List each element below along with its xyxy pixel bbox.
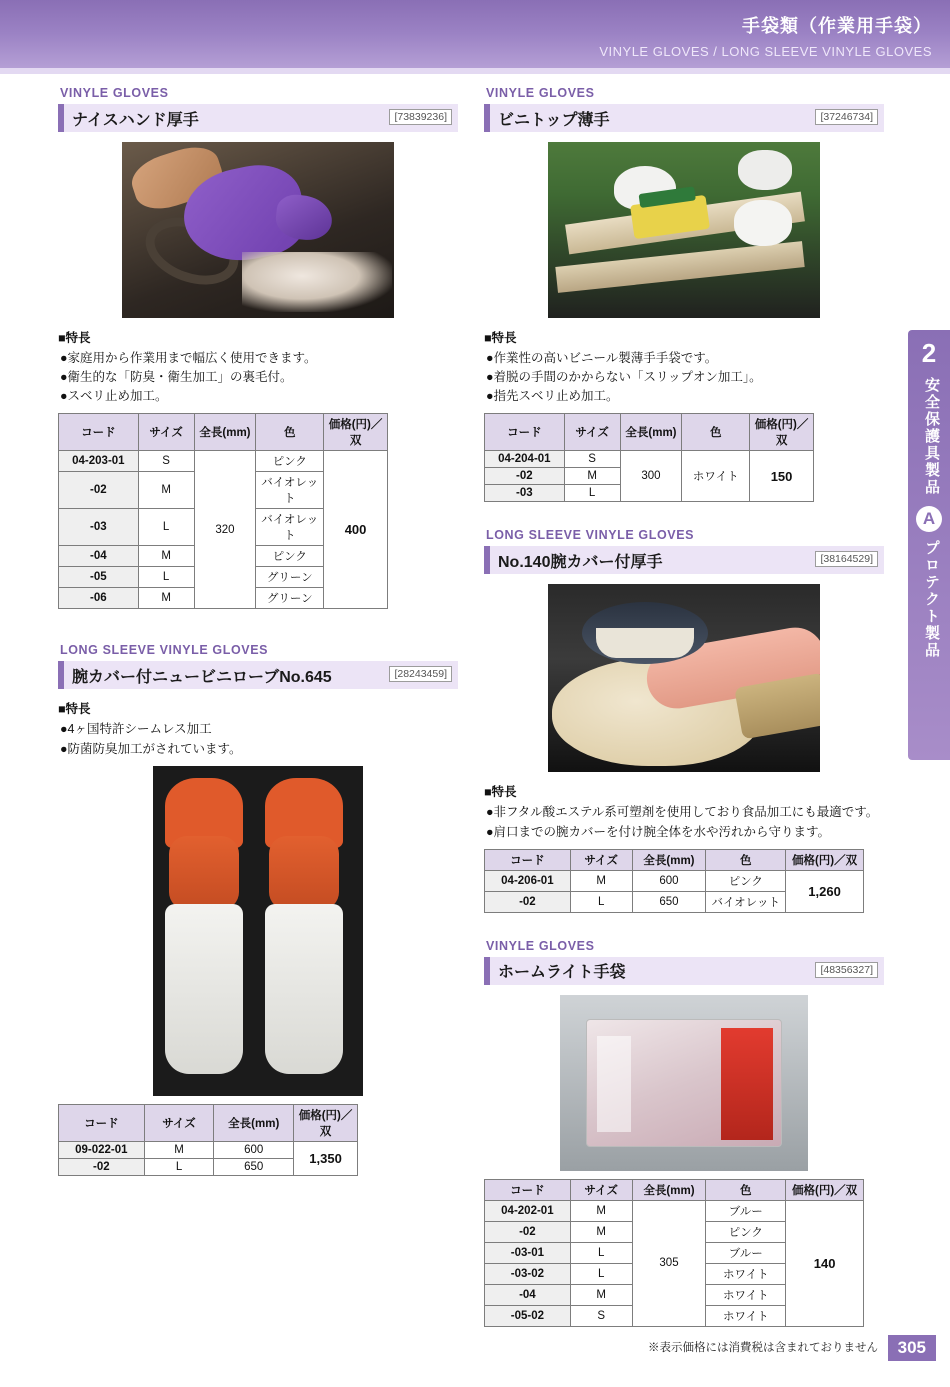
- cell-size: L: [570, 1242, 632, 1263]
- cell-color: グリーン: [256, 567, 324, 588]
- product-photo-no140: [548, 584, 820, 772]
- cell-color: ホワイト: [706, 1305, 786, 1326]
- cell-code: -06: [59, 588, 139, 609]
- table-row: [59, 1141, 358, 1158]
- product-section-vinitop: [484, 86, 884, 502]
- section-titlebar: [58, 104, 458, 132]
- page-header: [0, 0, 950, 74]
- product-photo-vinitop: [548, 142, 820, 318]
- side-tab-label: 安全保護具製品: [923, 377, 940, 496]
- cell-color: ブルー: [706, 1200, 786, 1221]
- cell-code: -02: [485, 468, 565, 485]
- cell-color: バイオレット: [256, 472, 324, 509]
- cell-size: L: [144, 1158, 214, 1175]
- feature-item: ●スベリ止め加工。: [60, 389, 168, 404]
- cell-size: L: [570, 891, 632, 912]
- features-heading: ■特長: [484, 331, 517, 345]
- cell-code: -04: [59, 546, 139, 567]
- table-header-row: [485, 1179, 864, 1200]
- product-photo-no645: [153, 766, 363, 1096]
- tax-note: ※表示価格には消費税は含まれておりません: [648, 1342, 878, 1354]
- cell-size: M: [138, 546, 194, 567]
- cell-color: ブルー: [706, 1242, 786, 1263]
- table-header-row: [485, 414, 814, 451]
- cell-size: M: [570, 1221, 632, 1242]
- cell-length: 300: [620, 451, 682, 502]
- product-section-nicehand: [58, 86, 458, 609]
- cell-size: L: [138, 567, 194, 588]
- cell-size: M: [138, 472, 194, 509]
- cell-size: L: [138, 509, 194, 546]
- feature-item: ●肩口までの腕カバーを付け腕全体を水や汚れから守ります。: [486, 824, 831, 839]
- col-length: 全長(mm): [620, 414, 682, 451]
- section-title: ビニトップ薄手: [498, 111, 610, 129]
- side-tab-circle-letter: A: [916, 506, 942, 532]
- features-list: [486, 349, 884, 405]
- section-item-code: [48356327]: [815, 962, 878, 978]
- col-size: サイズ: [144, 1104, 214, 1141]
- cell-color: バイオレット: [256, 509, 324, 546]
- cell-code: -02: [485, 1221, 571, 1242]
- cell-length: 305: [632, 1200, 706, 1326]
- cell-code: -03-02: [485, 1263, 571, 1284]
- cell-size: M: [564, 468, 620, 485]
- section-eyebrow: LONG SLEEVE VINYLE GLOVES: [60, 643, 269, 658]
- col-color: 色: [706, 1179, 786, 1200]
- col-color: 色: [682, 414, 750, 451]
- section-eyebrow: VINYLE GLOVES: [60, 86, 169, 100]
- cell-color: グリーン: [256, 588, 324, 609]
- col-length: 全長(mm): [632, 849, 706, 870]
- features-list: [486, 803, 884, 840]
- col-color: 色: [706, 849, 786, 870]
- header-title: 手袋類（作業用手袋）: [742, 16, 932, 36]
- cell-color: ピンク: [706, 1221, 786, 1242]
- col-code: コード: [485, 414, 565, 451]
- cell-size: L: [564, 485, 620, 502]
- cell-code: -02: [485, 891, 571, 912]
- cell-price: 1,350: [294, 1141, 358, 1175]
- col-length: 全長(mm): [214, 1104, 294, 1141]
- cell-length: 600: [214, 1141, 294, 1158]
- feature-item: ●指先スベリ止め加工。: [486, 389, 619, 404]
- cell-size: M: [570, 1284, 632, 1305]
- section-title: ホームライト手袋: [498, 964, 626, 982]
- cell-code: -03-01: [485, 1242, 571, 1263]
- cell-size: M: [138, 588, 194, 609]
- product-section-no645: [58, 643, 458, 1175]
- section-eyebrow: LONG SLEEVE VINYLE GLOVES: [486, 528, 695, 543]
- side-tab-number: 2: [921, 338, 937, 368]
- col-code: コード: [485, 1179, 571, 1200]
- cell-color: ピンク: [256, 451, 324, 472]
- spec-table-no645: [58, 1104, 358, 1176]
- cell-size: S: [564, 451, 620, 468]
- spec-table-no140: [484, 849, 864, 913]
- cell-size: S: [138, 451, 194, 472]
- product-photo-homelight: [560, 995, 808, 1171]
- cell-code: 04-204-01: [485, 451, 565, 468]
- cell-color: ホワイト: [706, 1263, 786, 1284]
- table-header-row: [59, 1104, 358, 1141]
- feature-item: ●着脱の手間のかからない「スリップオン加工」。: [486, 370, 762, 385]
- section-item-code: [38164529]: [815, 551, 878, 567]
- cell-size: M: [570, 1200, 632, 1221]
- cell-color: ピンク: [256, 546, 324, 567]
- table-header-row: [485, 849, 864, 870]
- cell-color: ホワイト: [706, 1284, 786, 1305]
- section-item-code: [73839236]: [389, 109, 452, 125]
- section-titlebar: [58, 661, 458, 689]
- col-color: 色: [256, 414, 324, 451]
- cell-size: M: [144, 1141, 214, 1158]
- col-price: 価格(円)／双: [786, 849, 864, 870]
- cell-price: 150: [750, 451, 814, 502]
- cell-code: 04-202-01: [485, 1200, 571, 1221]
- col-price: 価格(円)／双: [750, 414, 814, 451]
- header-rule: [0, 68, 950, 74]
- page-number: 305: [888, 1335, 936, 1361]
- table-row: [485, 870, 864, 891]
- features-list: [60, 720, 458, 757]
- features-heading: ■特長: [484, 785, 517, 800]
- product-photo-nicehand: [122, 142, 394, 318]
- cell-code: -04: [485, 1284, 571, 1305]
- feature-item: ●防菌防臭加工がされています。: [60, 741, 242, 756]
- cell-size: L: [570, 1263, 632, 1284]
- cell-price: 140: [786, 1200, 864, 1326]
- features-heading: ■特長: [58, 331, 91, 345]
- section-title: ナイスハンド厚手: [72, 111, 199, 129]
- features-heading: ■特長: [58, 702, 91, 717]
- col-code: コード: [485, 849, 571, 870]
- section-title: 腕カバー付ニュービニローブNo.645: [72, 668, 332, 686]
- col-code: コード: [59, 414, 139, 451]
- col-price: 価格(円)／双: [294, 1104, 358, 1141]
- cell-code: -03: [59, 509, 139, 546]
- table-row: [485, 451, 814, 468]
- cell-length: 320: [194, 451, 256, 609]
- feature-item: ●衛生的な「防臭・衛生加工」の裏毛付。: [60, 370, 293, 385]
- product-section-homelight: [484, 939, 884, 1327]
- section-item-code: [28243459]: [389, 666, 452, 682]
- cell-length: 650: [632, 891, 706, 912]
- col-price: 価格(円)／双: [786, 1179, 864, 1200]
- cell-code: -02: [59, 472, 139, 509]
- cell-code: -05-02: [485, 1305, 571, 1326]
- col-code: コード: [59, 1104, 145, 1141]
- feature-item: ●非フタル酸エステル系可塑剤を使用しており食品加工にも最適です。: [486, 805, 879, 820]
- feature-item: ●4ヶ国特許シームレス加工: [60, 722, 212, 737]
- cell-code: 04-203-01: [59, 451, 139, 472]
- section-titlebar: [484, 104, 884, 132]
- feature-item: ●家庭用から作業用まで幅広く使用できます。: [60, 351, 317, 365]
- section-side-tab: [908, 330, 950, 760]
- cell-size: M: [570, 870, 632, 891]
- cell-price: 400: [324, 451, 388, 609]
- cell-code: 09-022-01: [59, 1141, 145, 1158]
- cell-code: -05: [59, 567, 139, 588]
- col-price: 価格(円)／双: [324, 414, 388, 451]
- side-tab-label-2: プロテクト製品: [923, 540, 940, 659]
- header-subtitle: VINYLE GLOVES / LONG SLEEVE VINYLE GLOVES: [599, 44, 932, 59]
- section-titlebar: [484, 546, 884, 574]
- spec-table-nicehand: [58, 413, 388, 609]
- features-list: [60, 349, 458, 405]
- col-size: サイズ: [564, 414, 620, 451]
- table-row: [485, 1200, 864, 1221]
- col-size: サイズ: [570, 1179, 632, 1200]
- left-column: [58, 86, 458, 1176]
- col-size: サイズ: [570, 849, 632, 870]
- cell-color: ピンク: [706, 870, 786, 891]
- section-item-code: [37246734]: [815, 109, 878, 125]
- section-titlebar: [484, 957, 884, 985]
- spec-table-homelight: [484, 1179, 864, 1327]
- cell-code: -02: [59, 1158, 145, 1175]
- section-title: No.140腕カバー付厚手: [498, 553, 663, 571]
- table-row: [59, 451, 388, 472]
- right-column: [484, 86, 884, 1327]
- cell-color: バイオレット: [706, 891, 786, 912]
- col-size: サイズ: [138, 414, 194, 451]
- cell-length: 650: [214, 1158, 294, 1175]
- section-eyebrow: VINYLE GLOVES: [486, 938, 595, 953]
- col-length: 全長(mm): [632, 1179, 706, 1200]
- product-section-no140: [484, 528, 884, 912]
- cell-code: 04-206-01: [485, 870, 571, 891]
- spec-table-vinitop: [484, 413, 814, 502]
- table-header-row: [59, 414, 388, 451]
- cell-size: S: [570, 1305, 632, 1326]
- cell-price: 1,260: [786, 870, 864, 912]
- section-eyebrow: VINYLE GLOVES: [486, 86, 595, 100]
- cell-color: ホワイト: [682, 451, 750, 502]
- cell-length: 600: [632, 870, 706, 891]
- cell-code: -03: [485, 485, 565, 502]
- col-length: 全長(mm): [194, 414, 256, 451]
- feature-item: ●作業性の高いビニール製薄手手袋です。: [486, 351, 718, 365]
